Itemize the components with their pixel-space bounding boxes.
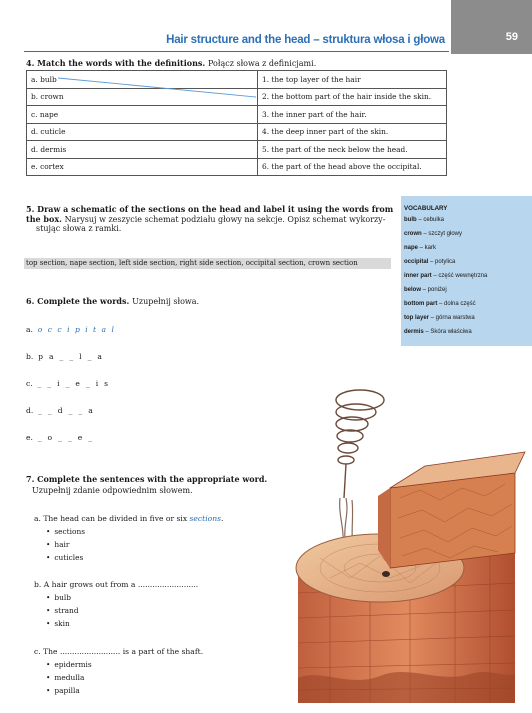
word-box: top section, nape section, left side section, right side section, occipital section, crown section — [24, 258, 391, 269]
sentence-a: a. The head can be divided in five or six sections. — [34, 514, 224, 523]
option: • medulla — [46, 673, 84, 682]
hair-cross-section-illustration — [290, 378, 530, 708]
sentence-b: b. A hair grows out from a ......................... — [34, 580, 199, 589]
definition-cell: 3. the inner part of the hair. — [258, 106, 447, 124]
page-number: 59 — [505, 31, 518, 43]
option: • cuticles — [46, 553, 83, 562]
vocabulary-title: VOCABULARY — [404, 205, 448, 212]
vocab-item: dermis – Skóra właściwa — [404, 329, 472, 335]
vocab-item: bulb – cebulka — [404, 217, 445, 223]
option: • sections — [46, 527, 85, 536]
word-item-b: b. p a _ _ l _ a — [26, 352, 104, 361]
definition-cell: 6. the part of the head above the occipital. — [258, 158, 447, 176]
vocab-item: bottom part – dolna część — [404, 301, 476, 307]
definition-cell: 2. the bottom part of the hair inside the skin. — [258, 88, 447, 106]
word-item-a: a. o c c i p i t a l — [26, 325, 116, 334]
word-item-c: c. _ _ i _ e _ i s — [26, 379, 110, 388]
option: • epidermis — [46, 660, 92, 669]
word-item-e: e. _ o _ _ e _ — [26, 433, 94, 442]
vocab-item: occipital – potylica — [404, 259, 456, 265]
ex6-heading: 6. Complete the words. Uzupełnij słowa. — [26, 296, 200, 306]
word-cell: e. cortex — [27, 158, 258, 176]
definition-cell: 4. the deep inner part of the skin. — [258, 123, 447, 141]
option: • hair — [46, 540, 69, 549]
vocab-item: crown – szczyt głowy — [404, 231, 463, 237]
option: • papilla — [46, 686, 80, 695]
ex4-heading: 4. Match the words with the definitions. Połącz słowa z definicjami. — [26, 58, 317, 68]
word-cell: d. cuticle — [27, 123, 258, 141]
word-cell: b. crown — [27, 88, 258, 106]
vocab-item: top layer – górna warstwa — [404, 315, 475, 321]
option: • strand — [46, 606, 79, 615]
vocab-item: inner part – część wewnętrzna — [404, 273, 488, 279]
page-title: Hair structure and the head – struktura włosa i głowa — [166, 34, 445, 46]
definition-cell: 1. the top layer of the hair — [258, 71, 447, 89]
option: • skin — [46, 619, 70, 628]
word-item-d: d. _ _ d _ _ a — [26, 406, 95, 415]
word-cell: c. nape — [27, 106, 258, 124]
sentence-c: c. The ......................... is a part of the shaft. — [34, 647, 204, 656]
definition-cell: 5. the part of the neck below the head. — [258, 141, 447, 159]
word-cell: a. bulb — [27, 71, 258, 89]
vocab-item: below – poniżej — [404, 287, 447, 293]
vocab-item: nape – kark — [404, 245, 437, 251]
option: • bulb — [46, 593, 71, 602]
answer-text: o c c i p i t a l — [37, 325, 116, 334]
vocabulary-box — [401, 196, 532, 346]
answer-text: sections — [189, 514, 222, 523]
ex5-heading: 5. Draw a schematic of the sections on the head and label it using the words from the box. Narysuj w zeszycie schemat podziału głowy na sekcje. Opisz schemat wykorzy- stując słowa z ramki. — [26, 204, 394, 233]
ex7-heading: 7. Complete the sentences with the appropriate word. Uzupełnij zdanie odpowiednim słowem. — [26, 474, 268, 495]
word-cell: d. dermis — [27, 141, 258, 159]
